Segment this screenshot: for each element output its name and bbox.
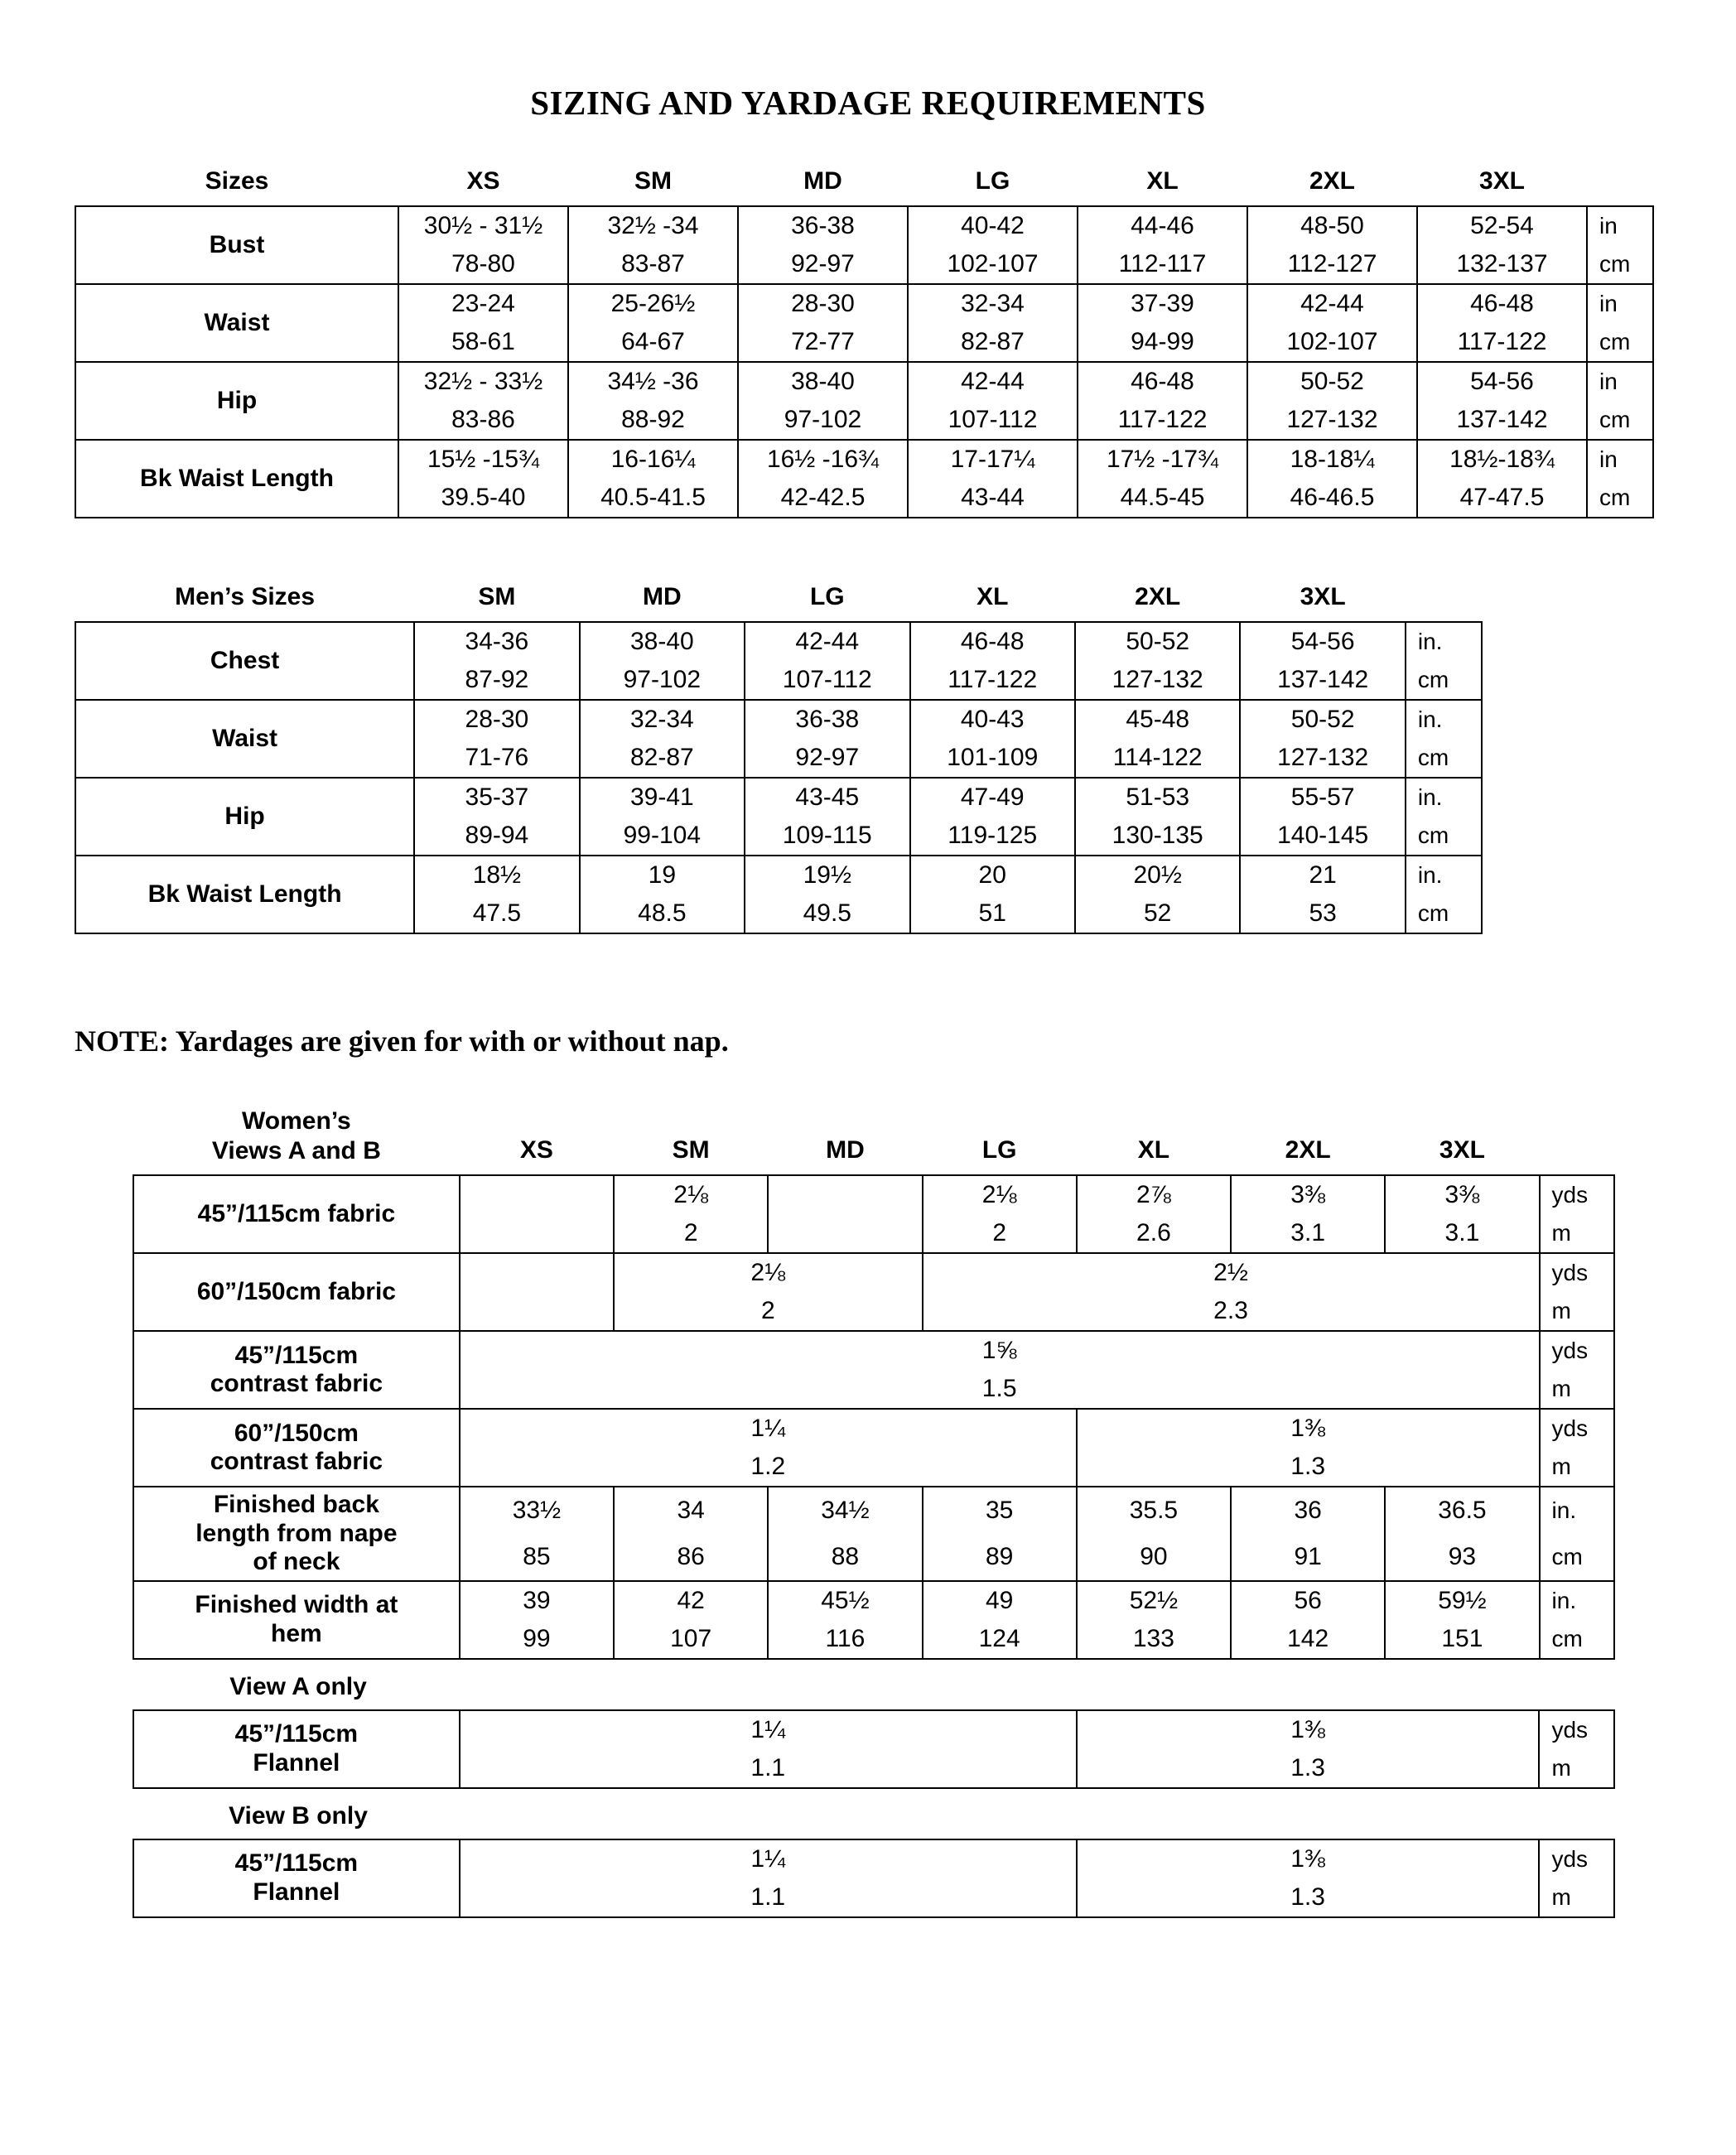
unit-label: cm	[1587, 245, 1653, 284]
unit-label: in.	[1406, 778, 1482, 817]
measurement-value-cm: 83-87	[568, 245, 738, 284]
measurement-value-cm: 92-97	[738, 245, 908, 284]
table-row	[75, 440, 1653, 479]
measurement-value-in: 44-46	[1078, 206, 1247, 245]
yardage-value-yds: 3⅜	[1231, 1175, 1385, 1214]
yardage-value-m: 124	[923, 1620, 1077, 1659]
measurement-value-in: 28-30	[738, 284, 908, 323]
yardage-value-yds: 1⅜	[1077, 1839, 1540, 1878]
unit-label: in.	[1406, 700, 1482, 739]
yardage-value-m: 93	[1385, 1534, 1539, 1581]
yardage-value-yds: 2½	[923, 1253, 1540, 1292]
measurement-value-in: 30½ - 31½	[398, 206, 568, 245]
unit-label: cm	[1587, 479, 1653, 518]
unit-label: in	[1587, 440, 1653, 479]
measurement-value-in: 46-48	[910, 622, 1075, 661]
yardage-value-yds	[460, 1253, 614, 1292]
measurement-value-in: 46-48	[1417, 284, 1587, 323]
measurement-value-cm: 102-107	[908, 245, 1078, 284]
unit-label: yds	[1540, 1253, 1614, 1292]
table-row	[75, 362, 1653, 401]
unit-label: m	[1539, 1878, 1614, 1917]
yardage-value-yds: 3⅜	[1385, 1175, 1539, 1214]
size-header: XS	[519, 1136, 553, 1164]
unit-label: cm	[1406, 894, 1482, 933]
yardage-value-m: 2.6	[1077, 1214, 1231, 1253]
yardage-value-m: 1.1	[460, 1749, 1077, 1788]
size-header: 2XL	[1135, 583, 1181, 610]
yardage-value-yds: 1⅜	[1077, 1409, 1540, 1448]
yardage-value-yds: 1¼	[460, 1409, 1077, 1448]
table-header-row	[75, 162, 1653, 206]
womens-measurements-table	[75, 162, 1654, 518]
row-label: Waist	[75, 284, 398, 362]
measurement-value-in: 32½ - 33½	[398, 362, 568, 401]
unit-label: cm	[1406, 661, 1482, 700]
yardage-value-yds: 45½	[768, 1581, 922, 1620]
row-label: Waist	[75, 700, 414, 778]
table-corner-label: Sizes	[205, 167, 269, 195]
row-label: 45”/115cm contrast fabric	[133, 1331, 460, 1409]
unit-header-spacer	[1540, 1103, 1614, 1175]
measurement-value-in: 38-40	[738, 362, 908, 401]
table-row	[133, 1710, 1614, 1749]
yardage-value-yds	[768, 1175, 922, 1214]
unit-label: cm	[1587, 401, 1653, 440]
measurement-value-in: 54-56	[1240, 622, 1405, 661]
measurement-value-in: 39-41	[580, 778, 745, 817]
measurement-value-in: 20½	[1075, 856, 1240, 894]
yardage-value-yds: 33½	[460, 1487, 614, 1534]
measurement-value-in: 40-43	[910, 700, 1075, 739]
yardage-value-m: 1.2	[460, 1448, 1077, 1487]
measurement-value-in: 20	[910, 856, 1075, 894]
measurement-value-in: 36-38	[738, 206, 908, 245]
table-header-row	[75, 578, 1482, 622]
yardage-value-yds: 52½	[1077, 1581, 1231, 1620]
measurement-value-in: 48-50	[1247, 206, 1417, 245]
view-a-table	[133, 1709, 1615, 1789]
measurement-value-cm: 107-112	[908, 401, 1078, 440]
measurement-value-cm: 137-142	[1417, 401, 1587, 440]
size-header: SM	[634, 167, 672, 195]
measurement-value-cm: 47-47.5	[1417, 479, 1587, 518]
measurement-value-in: 42-44	[908, 362, 1078, 401]
yardage-value-yds: 35	[923, 1487, 1077, 1534]
unit-label: in.	[1406, 856, 1482, 894]
yardage-value-m: 116	[768, 1620, 922, 1659]
size-header: SM	[672, 1136, 710, 1164]
measurement-value-cm: 78-80	[398, 245, 568, 284]
yardage-value-m: 1.5	[460, 1370, 1540, 1409]
measurement-value-cm: 117-122	[910, 661, 1075, 700]
measurement-value-in: 54-56	[1417, 362, 1587, 401]
measurement-value-in: 42-44	[1247, 284, 1417, 323]
yardage-value-yds	[460, 1175, 614, 1214]
row-label: Hip	[75, 362, 398, 440]
yardage-value-yds: 34	[614, 1487, 768, 1534]
yardage-value-m: 91	[1231, 1534, 1385, 1581]
yardage-value-m: 1.3	[1077, 1448, 1540, 1487]
row-label: 45”/115cm Flannel	[133, 1839, 460, 1917]
measurement-value-in: 21	[1240, 856, 1405, 894]
unit-label: yds	[1540, 1175, 1614, 1214]
measurement-value-in: 18½	[414, 856, 579, 894]
view-a-heading: View A only	[229, 1672, 367, 1700]
yardage-value-m: 85	[460, 1534, 614, 1581]
yardage-value-m: 86	[614, 1534, 768, 1581]
measurement-value-cm: 89-94	[414, 817, 579, 856]
measurement-value-cm: 58-61	[398, 323, 568, 362]
yardage-value-m: 1.3	[1077, 1878, 1540, 1917]
measurement-value-cm: 92-97	[745, 739, 909, 778]
measurement-value-cm: 49.5	[745, 894, 909, 933]
measurement-value-in: 50-52	[1247, 362, 1417, 401]
measurement-value-cm: 83-86	[398, 401, 568, 440]
measurement-value-cm: 94-99	[1078, 323, 1247, 362]
table-row	[75, 284, 1653, 323]
table-header-row	[133, 1103, 1614, 1175]
measurement-value-cm: 112-117	[1078, 245, 1247, 284]
nap-note: NOTE: Yardages are given for with or without nap.	[75, 1024, 729, 1058]
unit-label: m	[1540, 1370, 1614, 1409]
yardage-value-m: 1.3	[1077, 1749, 1540, 1788]
size-header: MD	[803, 167, 842, 195]
table-row	[75, 700, 1482, 739]
unit-label: yds	[1539, 1839, 1614, 1878]
table-row	[75, 622, 1482, 661]
yardage-value-yds: 2⅞	[1077, 1175, 1231, 1214]
measurement-value-cm: 117-122	[1078, 401, 1247, 440]
yardage-value-m: 90	[1077, 1534, 1231, 1581]
unit-label: cm	[1587, 323, 1653, 362]
unit-label: yds	[1539, 1710, 1614, 1749]
measurement-value-cm: 87-92	[414, 661, 579, 700]
measurement-value-in: 40-42	[908, 206, 1078, 245]
row-label: Hip	[75, 778, 414, 856]
size-header: XL	[976, 583, 1009, 610]
measurement-value-cm: 127-132	[1240, 739, 1405, 778]
yardage-value-m: 1.1	[460, 1878, 1077, 1917]
measurement-value-cm: 48.5	[580, 894, 745, 933]
size-header: XL	[1146, 167, 1179, 195]
measurement-value-cm: 127-132	[1075, 661, 1240, 700]
unit-label: yds	[1540, 1409, 1614, 1448]
size-header: LG	[975, 167, 1010, 195]
womens-yardage-table	[133, 1103, 1615, 1660]
measurement-value-cm: 117-122	[1417, 323, 1587, 362]
size-header: SM	[478, 583, 516, 610]
row-label: Bust	[75, 206, 398, 284]
yardage-value-yds: 34½	[768, 1487, 922, 1534]
size-header: 2XL	[1309, 167, 1356, 195]
yardage-value-m	[460, 1292, 614, 1331]
yardage-value-m: 3.1	[1385, 1214, 1539, 1253]
measurement-value-cm: 46-46.5	[1247, 479, 1417, 518]
yardage-value-m	[460, 1214, 614, 1253]
measurement-value-in: 19½	[745, 856, 909, 894]
measurement-value-cm: 82-87	[580, 739, 745, 778]
measurement-value-in: 25-26½	[568, 284, 738, 323]
row-label: Finished back length from nape of neck	[133, 1487, 460, 1581]
measurement-value-cm: 51	[910, 894, 1075, 933]
yardage-value-m: 2	[614, 1292, 923, 1331]
measurement-value-in: 50-52	[1240, 700, 1405, 739]
yardage-value-m: 3.1	[1231, 1214, 1385, 1253]
measurement-value-cm: 42-42.5	[738, 479, 908, 518]
measurement-value-cm: 137-142	[1240, 661, 1405, 700]
measurement-value-cm: 130-135	[1075, 817, 1240, 856]
row-label: Chest	[75, 622, 414, 700]
measurement-value-cm: 127-132	[1247, 401, 1417, 440]
unit-label: cm	[1540, 1620, 1614, 1659]
measurement-value-in: 55-57	[1240, 778, 1405, 817]
view-b-heading: View B only	[229, 1801, 368, 1830]
yardage-value-yds: 42	[614, 1581, 768, 1620]
yardage-value-yds: 2⅛	[923, 1175, 1077, 1214]
measurement-value-cm: 40.5-41.5	[568, 479, 738, 518]
yardage-value-yds: 39	[460, 1581, 614, 1620]
size-header: XL	[1137, 1136, 1170, 1164]
measurement-value-cm: 112-127	[1247, 245, 1417, 284]
measurement-value-in: 32-34	[580, 700, 745, 739]
yardage-value-m: 2	[923, 1214, 1077, 1253]
measurement-value-cm: 82-87	[908, 323, 1078, 362]
yardage-value-m: 2.3	[923, 1292, 1540, 1331]
measurement-value-in: 34½ -36	[568, 362, 738, 401]
yardage-value-m: 151	[1385, 1620, 1539, 1659]
measurement-value-in: 42-44	[745, 622, 909, 661]
measurement-value-cm: 39.5-40	[398, 479, 568, 518]
row-label: 60”/150cm contrast fabric	[133, 1409, 460, 1487]
yardage-value-yds: 1¼	[460, 1839, 1077, 1878]
measurement-value-cm: 52	[1075, 894, 1240, 933]
yardage-value-yds: 59½	[1385, 1581, 1539, 1620]
measurement-value-in: 28-30	[414, 700, 579, 739]
yardage-value-m: 107	[614, 1620, 768, 1659]
table-row	[133, 1409, 1614, 1448]
size-header: LG	[981, 1136, 1017, 1164]
unit-header-spacer	[1406, 578, 1482, 622]
table-row	[133, 1331, 1614, 1370]
measurement-value-in: 43-45	[745, 778, 909, 817]
measurement-value-in: 38-40	[580, 622, 745, 661]
table-corner-label: Men’s Sizes	[175, 583, 316, 610]
measurement-value-cm: 43-44	[908, 479, 1078, 518]
measurement-value-in: 35-37	[414, 778, 579, 817]
measurement-value-cm: 97-102	[738, 401, 908, 440]
view-b-table	[133, 1839, 1615, 1918]
yardage-value-yds: 1¼	[460, 1710, 1077, 1749]
measurement-value-cm: 97-102	[580, 661, 745, 700]
measurement-value-in: 46-48	[1078, 362, 1247, 401]
measurement-value-cm: 114-122	[1075, 739, 1240, 778]
measurement-value-cm: 102-107	[1247, 323, 1417, 362]
measurement-value-cm: 88-92	[568, 401, 738, 440]
unit-label: in	[1587, 206, 1653, 245]
yardage-value-m: 99	[460, 1620, 614, 1659]
measurement-value-in: 16-16¼	[568, 440, 738, 479]
yardage-value-m	[768, 1214, 922, 1253]
measurement-value-in: 16½ -16¾	[738, 440, 908, 479]
measurement-value-cm: 72-77	[738, 323, 908, 362]
yardage-value-yds: 1⅜	[1077, 1710, 1540, 1749]
measurement-value-cm: 107-112	[745, 661, 909, 700]
yardage-value-m: 133	[1077, 1620, 1231, 1659]
unit-label: m	[1540, 1214, 1614, 1253]
yardage-value-yds: 2⅛	[614, 1253, 923, 1292]
table-row	[133, 1839, 1614, 1878]
unit-label: in.	[1540, 1581, 1614, 1620]
measurement-value-cm: 119-125	[910, 817, 1075, 856]
measurement-value-in: 52-54	[1417, 206, 1587, 245]
table-row	[133, 1581, 1614, 1620]
table-row	[133, 1253, 1614, 1292]
unit-label: in	[1587, 284, 1653, 323]
measurement-value-cm: 109-115	[745, 817, 909, 856]
measurement-value-cm: 64-67	[568, 323, 738, 362]
yardage-value-yds: 36	[1231, 1487, 1385, 1534]
yardage-value-m: 2	[614, 1214, 768, 1253]
yardage-value-yds: 49	[923, 1581, 1077, 1620]
unit-label: m	[1540, 1448, 1614, 1487]
measurement-value-in: 47-49	[910, 778, 1075, 817]
size-header: 3XL	[1439, 1136, 1485, 1164]
unit-label: in.	[1406, 622, 1482, 661]
row-label: 45”/115cm fabric	[133, 1175, 460, 1253]
measurement-value-in: 36-38	[745, 700, 909, 739]
measurement-value-in: 37-39	[1078, 284, 1247, 323]
measurement-value-in: 19	[580, 856, 745, 894]
size-header: 2XL	[1285, 1136, 1331, 1164]
table-corner-label: Women’s Views A and B	[211, 1107, 381, 1164]
size-header: MD	[826, 1136, 865, 1164]
yardage-value-yds: 2⅛	[614, 1175, 768, 1214]
measurement-value-in: 18½-18¾	[1417, 440, 1587, 479]
measurement-value-in: 50-52	[1075, 622, 1240, 661]
measurement-value-in: 15½ -15¾	[398, 440, 568, 479]
table-row	[133, 1487, 1614, 1534]
measurement-value-cm: 47.5	[414, 894, 579, 933]
measurement-value-in: 18-18¼	[1247, 440, 1417, 479]
yardage-value-m: 88	[768, 1534, 922, 1581]
unit-label: yds	[1540, 1331, 1614, 1370]
mens-measurements-table	[75, 578, 1483, 934]
yardage-value-yds: 56	[1231, 1581, 1385, 1620]
measurement-value-cm: 53	[1240, 894, 1405, 933]
yardage-value-yds: 35.5	[1077, 1487, 1231, 1534]
measurement-value-cm: 140-145	[1240, 817, 1405, 856]
yardage-value-yds: 36.5	[1385, 1487, 1539, 1534]
measurement-value-cm: 71-76	[414, 739, 579, 778]
table-row	[133, 1175, 1614, 1214]
measurement-value-cm: 44.5-45	[1078, 479, 1247, 518]
unit-label: cm	[1406, 817, 1482, 856]
unit-label: m	[1539, 1749, 1614, 1788]
measurement-value-in: 32½ -34	[568, 206, 738, 245]
unit-header-spacer	[1587, 162, 1653, 206]
size-header: 3XL	[1478, 167, 1526, 195]
yardage-value-m: 142	[1231, 1620, 1385, 1659]
row-label: Finished width at hem	[133, 1581, 460, 1659]
row-label: 45”/115cm Flannel	[133, 1710, 460, 1788]
unit-label: m	[1540, 1292, 1614, 1331]
measurement-value-in: 45-48	[1075, 700, 1240, 739]
table-row	[75, 856, 1482, 894]
unit-label: cm	[1540, 1534, 1614, 1581]
measurement-value-cm: 101-109	[910, 739, 1075, 778]
measurement-value-cm: 132-137	[1417, 245, 1587, 284]
size-header: 3XL	[1300, 583, 1346, 610]
unit-label: in	[1587, 362, 1653, 401]
size-header: MD	[643, 583, 682, 610]
row-label: 60”/150cm fabric	[133, 1253, 460, 1331]
table-row	[75, 778, 1482, 817]
measurement-value-in: 17-17¼	[908, 440, 1078, 479]
size-header: XS	[466, 167, 500, 195]
table-row	[75, 206, 1653, 245]
yardage-value-m: 89	[923, 1534, 1077, 1581]
unit-label: cm	[1406, 739, 1482, 778]
size-header: LG	[809, 583, 845, 610]
measurement-value-in: 17½ -17¾	[1078, 440, 1247, 479]
page-title: SIZING AND YARDAGE REQUIREMENTS	[530, 84, 1206, 122]
unit-label: in.	[1540, 1487, 1614, 1534]
measurement-value-in: 34-36	[414, 622, 579, 661]
measurement-value-in: 23-24	[398, 284, 568, 323]
row-label: Bk Waist Length	[75, 440, 398, 518]
yardage-value-yds: 1⅝	[460, 1331, 1540, 1370]
row-label: Bk Waist Length	[75, 856, 414, 933]
measurement-value-in: 32-34	[908, 284, 1078, 323]
measurement-value-cm: 99-104	[580, 817, 745, 856]
measurement-value-in: 51-53	[1075, 778, 1240, 817]
